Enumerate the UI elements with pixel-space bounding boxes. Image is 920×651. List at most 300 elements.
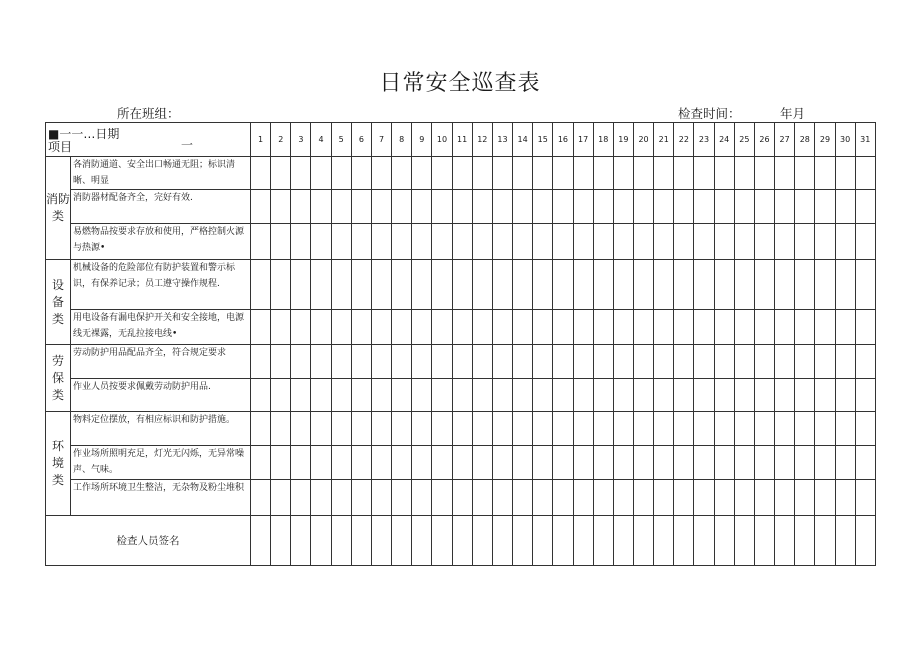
check-cell[interactable]	[613, 411, 633, 445]
check-cell[interactable]	[754, 259, 774, 309]
check-cell[interactable]	[392, 310, 412, 345]
check-cell[interactable]	[775, 310, 795, 345]
check-cell[interactable]	[371, 411, 391, 445]
check-cell[interactable]	[633, 310, 653, 345]
check-cell[interactable]	[855, 411, 875, 445]
check-cell[interactable]	[271, 259, 291, 309]
check-cell[interactable]	[432, 190, 452, 223]
check-cell[interactable]	[472, 345, 492, 378]
check-cell[interactable]	[754, 345, 774, 378]
check-cell[interactable]	[331, 190, 351, 223]
check-cell[interactable]	[835, 259, 855, 309]
check-cell[interactable]	[412, 515, 432, 565]
check-cell[interactable]	[513, 259, 533, 309]
check-cell[interactable]	[331, 378, 351, 411]
check-cell[interactable]	[573, 446, 593, 480]
check-cell[interactable]	[553, 446, 573, 480]
check-cell[interactable]	[351, 259, 371, 309]
check-cell[interactable]	[593, 190, 613, 223]
check-cell[interactable]	[775, 259, 795, 309]
check-cell[interactable]	[734, 190, 754, 223]
check-cell[interactable]	[654, 378, 674, 411]
check-cell[interactable]	[291, 515, 311, 565]
check-cell[interactable]	[573, 223, 593, 259]
check-cell[interactable]	[311, 345, 331, 378]
check-cell[interactable]	[815, 223, 835, 259]
check-cell[interactable]	[654, 310, 674, 345]
check-cell[interactable]	[271, 446, 291, 480]
check-cell[interactable]	[734, 378, 754, 411]
check-cell[interactable]	[533, 480, 553, 515]
check-cell[interactable]	[694, 515, 714, 565]
check-cell[interactable]	[311, 223, 331, 259]
check-cell[interactable]	[271, 480, 291, 515]
check-cell[interactable]	[271, 411, 291, 445]
check-cell[interactable]	[795, 345, 815, 378]
check-cell[interactable]	[573, 310, 593, 345]
check-cell[interactable]	[573, 259, 593, 309]
check-cell[interactable]	[855, 446, 875, 480]
check-cell[interactable]	[855, 223, 875, 259]
check-cell[interactable]	[371, 345, 391, 378]
check-cell[interactable]	[513, 223, 533, 259]
check-cell[interactable]	[674, 310, 694, 345]
check-cell[interactable]	[795, 515, 815, 565]
check-cell[interactable]	[775, 515, 795, 565]
check-cell[interactable]	[351, 446, 371, 480]
check-cell[interactable]	[331, 157, 351, 190]
check-cell[interactable]	[714, 259, 734, 309]
check-cell[interactable]	[674, 515, 694, 565]
check-cell[interactable]	[291, 259, 311, 309]
check-cell[interactable]	[513, 310, 533, 345]
check-cell[interactable]	[452, 310, 472, 345]
check-cell[interactable]	[714, 515, 734, 565]
check-cell[interactable]	[855, 157, 875, 190]
check-cell[interactable]	[392, 515, 412, 565]
check-cell[interactable]	[452, 157, 472, 190]
check-cell[interactable]	[492, 223, 512, 259]
check-cell[interactable]	[412, 259, 432, 309]
check-cell[interactable]	[392, 223, 412, 259]
check-cell[interactable]	[371, 259, 391, 309]
check-cell[interactable]	[432, 411, 452, 445]
check-cell[interactable]	[513, 515, 533, 565]
check-cell[interactable]	[251, 480, 271, 515]
check-cell[interactable]	[351, 378, 371, 411]
check-cell[interactable]	[392, 411, 412, 445]
check-cell[interactable]	[654, 480, 674, 515]
check-cell[interactable]	[371, 157, 391, 190]
check-cell[interactable]	[271, 157, 291, 190]
check-cell[interactable]	[533, 446, 553, 480]
check-cell[interactable]	[472, 259, 492, 309]
check-cell[interactable]	[633, 515, 653, 565]
check-cell[interactable]	[412, 446, 432, 480]
check-cell[interactable]	[492, 345, 512, 378]
check-cell[interactable]	[835, 345, 855, 378]
check-cell[interactable]	[573, 515, 593, 565]
check-cell[interactable]	[714, 480, 734, 515]
check-cell[interactable]	[714, 446, 734, 480]
check-cell[interactable]	[492, 378, 512, 411]
check-cell[interactable]	[593, 310, 613, 345]
check-cell[interactable]	[351, 223, 371, 259]
check-cell[interactable]	[553, 223, 573, 259]
check-cell[interactable]	[412, 411, 432, 445]
check-cell[interactable]	[452, 411, 472, 445]
check-cell[interactable]	[291, 480, 311, 515]
check-cell[interactable]	[734, 259, 754, 309]
check-cell[interactable]	[613, 480, 633, 515]
check-cell[interactable]	[835, 480, 855, 515]
check-cell[interactable]	[593, 446, 613, 480]
check-cell[interactable]	[452, 480, 472, 515]
check-cell[interactable]	[513, 190, 533, 223]
check-cell[interactable]	[513, 480, 533, 515]
check-cell[interactable]	[694, 446, 714, 480]
check-cell[interactable]	[694, 157, 714, 190]
check-cell[interactable]	[492, 190, 512, 223]
check-cell[interactable]	[593, 157, 613, 190]
check-cell[interactable]	[674, 345, 694, 378]
check-cell[interactable]	[714, 310, 734, 345]
check-cell[interactable]	[432, 480, 452, 515]
check-cell[interactable]	[613, 378, 633, 411]
check-cell[interactable]	[331, 345, 351, 378]
check-cell[interactable]	[613, 190, 633, 223]
check-cell[interactable]	[392, 446, 412, 480]
check-cell[interactable]	[613, 310, 633, 345]
check-cell[interactable]	[251, 223, 271, 259]
check-cell[interactable]	[472, 411, 492, 445]
check-cell[interactable]	[351, 157, 371, 190]
check-cell[interactable]	[815, 411, 835, 445]
check-cell[interactable]	[775, 446, 795, 480]
check-cell[interactable]	[371, 190, 391, 223]
check-cell[interactable]	[734, 223, 754, 259]
check-cell[interactable]	[472, 446, 492, 480]
check-cell[interactable]	[855, 190, 875, 223]
check-cell[interactable]	[311, 259, 331, 309]
check-cell[interactable]	[331, 480, 351, 515]
check-cell[interactable]	[734, 310, 754, 345]
check-cell[interactable]	[694, 223, 714, 259]
check-cell[interactable]	[291, 345, 311, 378]
check-cell[interactable]	[775, 157, 795, 190]
check-cell[interactable]	[251, 345, 271, 378]
check-cell[interactable]	[674, 480, 694, 515]
check-cell[interactable]	[835, 446, 855, 480]
check-cell[interactable]	[452, 259, 472, 309]
check-cell[interactable]	[432, 310, 452, 345]
check-cell[interactable]	[513, 446, 533, 480]
check-cell[interactable]	[835, 310, 855, 345]
check-cell[interactable]	[412, 190, 432, 223]
check-cell[interactable]	[815, 310, 835, 345]
check-cell[interactable]	[432, 378, 452, 411]
check-cell[interactable]	[654, 411, 674, 445]
check-cell[interactable]	[593, 223, 613, 259]
check-cell[interactable]	[472, 515, 492, 565]
check-cell[interactable]	[714, 345, 734, 378]
check-cell[interactable]	[654, 446, 674, 480]
check-cell[interactable]	[513, 378, 533, 411]
check-cell[interactable]	[573, 480, 593, 515]
check-cell[interactable]	[553, 411, 573, 445]
check-cell[interactable]	[553, 157, 573, 190]
check-cell[interactable]	[392, 259, 412, 309]
check-cell[interactable]	[593, 345, 613, 378]
check-cell[interactable]	[694, 345, 714, 378]
check-cell[interactable]	[835, 411, 855, 445]
check-cell[interactable]	[351, 480, 371, 515]
check-cell[interactable]	[291, 223, 311, 259]
check-cell[interactable]	[513, 345, 533, 378]
check-cell[interactable]	[754, 446, 774, 480]
check-cell[interactable]	[573, 411, 593, 445]
check-cell[interactable]	[754, 310, 774, 345]
check-cell[interactable]	[492, 480, 512, 515]
check-cell[interactable]	[815, 515, 835, 565]
check-cell[interactable]	[412, 223, 432, 259]
check-cell[interactable]	[351, 310, 371, 345]
check-cell[interactable]	[775, 480, 795, 515]
check-cell[interactable]	[251, 310, 271, 345]
check-cell[interactable]	[835, 157, 855, 190]
check-cell[interactable]	[533, 345, 553, 378]
check-cell[interactable]	[371, 310, 391, 345]
check-cell[interactable]	[533, 411, 553, 445]
check-cell[interactable]	[553, 515, 573, 565]
check-cell[interactable]	[291, 157, 311, 190]
check-cell[interactable]	[351, 411, 371, 445]
check-cell[interactable]	[593, 259, 613, 309]
check-cell[interactable]	[835, 190, 855, 223]
check-cell[interactable]	[392, 378, 412, 411]
check-cell[interactable]	[734, 411, 754, 445]
check-cell[interactable]	[775, 223, 795, 259]
check-cell[interactable]	[432, 345, 452, 378]
check-cell[interactable]	[734, 446, 754, 480]
check-cell[interactable]	[492, 157, 512, 190]
check-cell[interactable]	[694, 480, 714, 515]
check-cell[interactable]	[855, 378, 875, 411]
check-cell[interactable]	[593, 480, 613, 515]
check-cell[interactable]	[593, 515, 613, 565]
check-cell[interactable]	[432, 157, 452, 190]
check-cell[interactable]	[795, 378, 815, 411]
check-cell[interactable]	[291, 446, 311, 480]
check-cell[interactable]	[654, 345, 674, 378]
check-cell[interactable]	[291, 190, 311, 223]
check-cell[interactable]	[815, 378, 835, 411]
check-cell[interactable]	[855, 259, 875, 309]
check-cell[interactable]	[633, 345, 653, 378]
check-cell[interactable]	[734, 345, 754, 378]
check-cell[interactable]	[412, 310, 432, 345]
check-cell[interactable]	[674, 157, 694, 190]
check-cell[interactable]	[795, 411, 815, 445]
check-cell[interactable]	[754, 515, 774, 565]
check-cell[interactable]	[472, 223, 492, 259]
check-cell[interactable]	[452, 378, 472, 411]
check-cell[interactable]	[674, 259, 694, 309]
check-cell[interactable]	[633, 411, 653, 445]
check-cell[interactable]	[311, 411, 331, 445]
check-cell[interactable]	[815, 345, 835, 378]
check-cell[interactable]	[573, 378, 593, 411]
check-cell[interactable]	[533, 378, 553, 411]
check-cell[interactable]	[674, 190, 694, 223]
check-cell[interactable]	[432, 446, 452, 480]
check-cell[interactable]	[633, 223, 653, 259]
check-cell[interactable]	[533, 310, 553, 345]
check-cell[interactable]	[311, 310, 331, 345]
check-cell[interactable]	[331, 223, 351, 259]
check-cell[interactable]	[613, 446, 633, 480]
check-cell[interactable]	[452, 345, 472, 378]
check-cell[interactable]	[472, 480, 492, 515]
check-cell[interactable]	[775, 378, 795, 411]
check-cell[interactable]	[271, 310, 291, 345]
check-cell[interactable]	[775, 190, 795, 223]
check-cell[interactable]	[432, 223, 452, 259]
check-cell[interactable]	[331, 411, 351, 445]
check-cell[interactable]	[533, 190, 553, 223]
check-cell[interactable]	[452, 223, 472, 259]
check-cell[interactable]	[855, 515, 875, 565]
check-cell[interactable]	[855, 310, 875, 345]
check-cell[interactable]	[251, 259, 271, 309]
check-cell[interactable]	[734, 515, 754, 565]
check-cell[interactable]	[553, 378, 573, 411]
check-cell[interactable]	[815, 446, 835, 480]
check-cell[interactable]	[714, 378, 734, 411]
check-cell[interactable]	[492, 259, 512, 309]
check-cell[interactable]	[754, 480, 774, 515]
check-cell[interactable]	[331, 446, 351, 480]
check-cell[interactable]	[392, 345, 412, 378]
check-cell[interactable]	[533, 157, 553, 190]
check-cell[interactable]	[754, 190, 774, 223]
check-cell[interactable]	[593, 411, 613, 445]
check-cell[interactable]	[613, 515, 633, 565]
check-cell[interactable]	[573, 157, 593, 190]
check-cell[interactable]	[271, 345, 291, 378]
check-cell[interactable]	[613, 157, 633, 190]
check-cell[interactable]	[533, 223, 553, 259]
check-cell[interactable]	[754, 157, 774, 190]
check-cell[interactable]	[251, 190, 271, 223]
check-cell[interactable]	[835, 378, 855, 411]
check-cell[interactable]	[472, 157, 492, 190]
check-cell[interactable]	[795, 157, 815, 190]
check-cell[interactable]	[613, 259, 633, 309]
check-cell[interactable]	[674, 411, 694, 445]
check-cell[interactable]	[754, 223, 774, 259]
check-cell[interactable]	[674, 446, 694, 480]
check-cell[interactable]	[311, 446, 331, 480]
check-cell[interactable]	[432, 515, 452, 565]
check-cell[interactable]	[553, 345, 573, 378]
check-cell[interactable]	[331, 515, 351, 565]
check-cell[interactable]	[311, 515, 331, 565]
check-cell[interactable]	[371, 446, 391, 480]
check-cell[interactable]	[754, 411, 774, 445]
check-cell[interactable]	[714, 223, 734, 259]
check-cell[interactable]	[815, 157, 835, 190]
check-cell[interactable]	[654, 515, 674, 565]
check-cell[interactable]	[573, 345, 593, 378]
check-cell[interactable]	[371, 480, 391, 515]
check-cell[interactable]	[472, 378, 492, 411]
check-cell[interactable]	[633, 378, 653, 411]
check-cell[interactable]	[412, 157, 432, 190]
check-cell[interactable]	[714, 190, 734, 223]
check-cell[interactable]	[412, 378, 432, 411]
check-cell[interactable]	[331, 259, 351, 309]
check-cell[interactable]	[633, 190, 653, 223]
check-cell[interactable]	[533, 515, 553, 565]
check-cell[interactable]	[492, 411, 512, 445]
check-cell[interactable]	[492, 515, 512, 565]
check-cell[interactable]	[311, 190, 331, 223]
check-cell[interactable]	[291, 378, 311, 411]
check-cell[interactable]	[654, 190, 674, 223]
check-cell[interactable]	[371, 378, 391, 411]
check-cell[interactable]	[795, 190, 815, 223]
check-cell[interactable]	[795, 259, 815, 309]
check-cell[interactable]	[392, 190, 412, 223]
check-cell[interactable]	[694, 411, 714, 445]
check-cell[interactable]	[311, 378, 331, 411]
check-cell[interactable]	[573, 190, 593, 223]
check-cell[interactable]	[392, 480, 412, 515]
check-cell[interactable]	[815, 259, 835, 309]
check-cell[interactable]	[694, 310, 714, 345]
check-cell[interactable]	[452, 446, 472, 480]
check-cell[interactable]	[291, 310, 311, 345]
check-cell[interactable]	[553, 190, 573, 223]
check-cell[interactable]	[472, 190, 492, 223]
check-cell[interactable]	[835, 515, 855, 565]
check-cell[interactable]	[633, 157, 653, 190]
check-cell[interactable]	[331, 310, 351, 345]
check-cell[interactable]	[613, 223, 633, 259]
check-cell[interactable]	[472, 310, 492, 345]
check-cell[interactable]	[492, 310, 512, 345]
check-cell[interactable]	[251, 157, 271, 190]
check-cell[interactable]	[271, 378, 291, 411]
check-cell[interactable]	[613, 345, 633, 378]
check-cell[interactable]	[452, 515, 472, 565]
check-cell[interactable]	[654, 157, 674, 190]
check-cell[interactable]	[795, 446, 815, 480]
check-cell[interactable]	[795, 480, 815, 515]
check-cell[interactable]	[694, 378, 714, 411]
check-cell[interactable]	[795, 223, 815, 259]
check-cell[interactable]	[714, 157, 734, 190]
check-cell[interactable]	[654, 259, 674, 309]
check-cell[interactable]	[734, 157, 754, 190]
check-cell[interactable]	[694, 190, 714, 223]
check-cell[interactable]	[291, 411, 311, 445]
check-cell[interactable]	[835, 223, 855, 259]
check-cell[interactable]	[251, 515, 271, 565]
check-cell[interactable]	[432, 259, 452, 309]
check-cell[interactable]	[533, 259, 553, 309]
